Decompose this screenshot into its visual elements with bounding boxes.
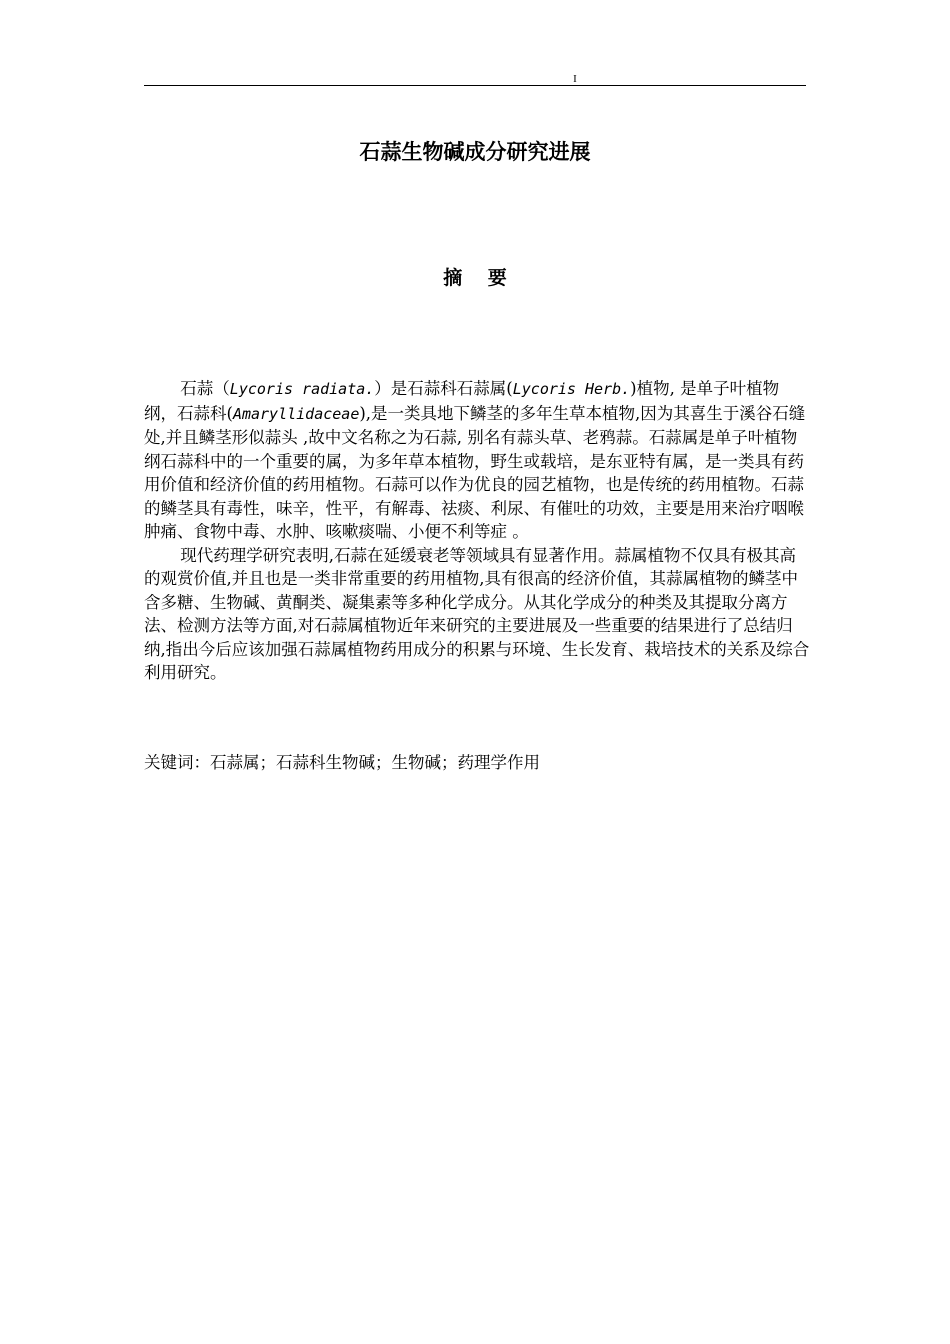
paragraph-1-text-a: 石蒜（ [180, 379, 230, 398]
family-latin-name: Amaryllidaceae [232, 404, 360, 423]
paragraph-1-text-b: ）是石蒜科石蒜属( [374, 379, 513, 398]
keywords-line: 关键词：石蒜属；石蒜科生物碱；生物碱；药理学作用 [144, 753, 540, 772]
header-rule [144, 85, 806, 86]
genus-latin-name: Lycoris Herb. [512, 380, 631, 398]
species-latin-name: Lycoris radiata. [229, 380, 375, 398]
abstract-paragraph-1 [144, 377, 810, 544]
abstract-body [144, 377, 810, 685]
paragraph-1-text-d: ),是一类具地下鳞茎的多年生草本植物,因为其喜生于溪谷石缝处,并且鳞茎形似蒜头 ,故中文名称之为石蒜, 别名有蒜头草、老鸦蒜。石蒜属是单子叶植物纲石蒜科中的一个重要的属，为多年草本植物，野生或载培，是东亚特有属，是一类具有药用价值和经济价值的药用植物。石蒜可以作为优良的园艺植物，也是传统的药用植物。石蒜的鳞茎具有毒性，味辛，性平，有解毒、祛痰、利尿、有催吐的功效，主要是用来治疗咽喉肿痛、食物中毒、水肿、咳嗽痰喘、小便不利等症 。 [144, 403, 806, 541]
abstract-heading: 摘 要 [443, 267, 517, 289]
page-number: I [573, 73, 577, 85]
document-title: 石蒜生物碱成分研究进展 [359, 140, 591, 164]
paragraph-1-text-c: )植物, 是单子叶植物纲，石蒜科( [144, 379, 780, 423]
abstract-paragraph-2: 现代药理学研究表明,石蒜在延缓衰老等领域具有显著作用。蒜属植物不仅具有极其高的观赏价值,并且也是一类非常重要的药用植物,具有很高的经济价值，其蒜属植物的鳞茎中含多糖、生物碱、黄酮类、凝集素等多种化学成分。从其化学成分的种类及其提取分离方法、检测方法等方面,对石蒜属植物近年来研究的主要进展及一些重要的结果进行了总结归纳,指出今后应该加强石蒜属植物药用成分的积累与环境、生长发育、栽培技术的关系及综合利用研究。 [144, 545, 810, 682]
